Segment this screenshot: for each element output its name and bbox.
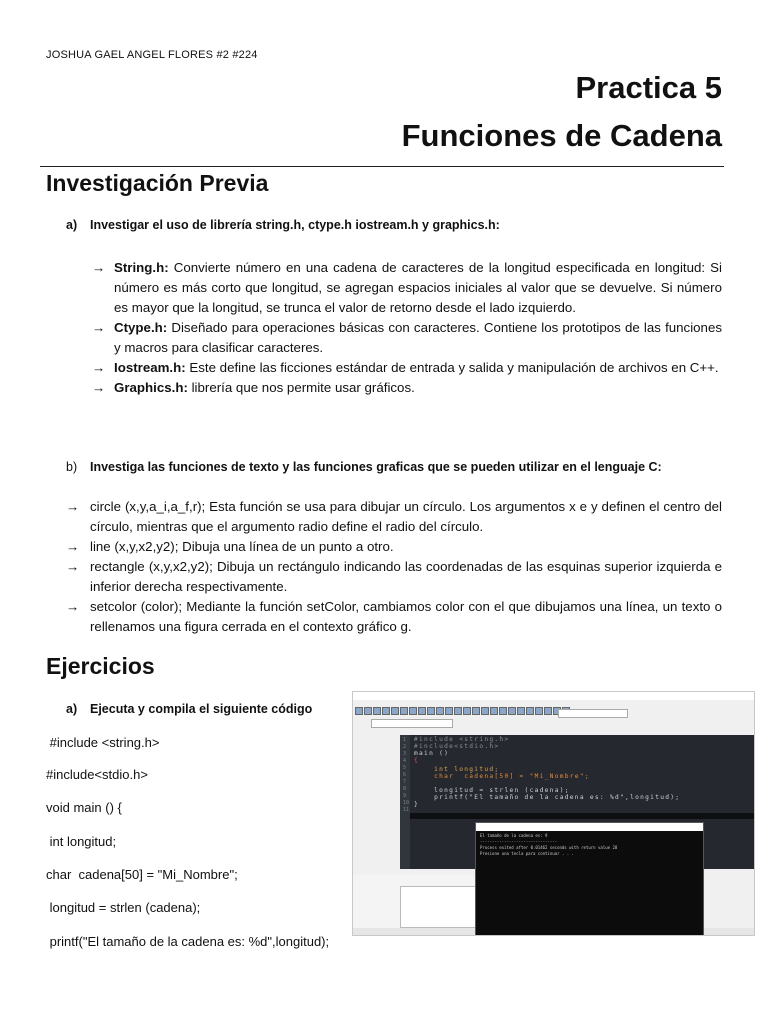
section-heading-investigacion: Investigación Previa	[46, 170, 269, 196]
editor-line: main ()	[414, 750, 450, 757]
code-line: #include <string.h>	[46, 735, 160, 750]
section-heading-ejercicios: Ejercicios	[46, 653, 155, 679]
line-number: 11	[403, 807, 410, 813]
code-line: void main () {	[46, 800, 122, 815]
list-item	[92, 378, 722, 398]
toolbar	[355, 707, 570, 717]
definition: Convierte número en una cadena de caracteres de la longitud especificada en longitud: Si número es más corto que longitud, se agregan espacios iniciales al valor que se devuelve. Si número es mayor que la longitud, se trunca el valor de retorno desde el lado izquierdo.	[114, 260, 722, 315]
question-a	[66, 218, 500, 232]
question-label: a)	[66, 702, 78, 716]
compile-log	[400, 886, 476, 928]
compiler-select	[558, 709, 628, 718]
arrow-icon: →	[92, 260, 106, 275]
code-line: printf("El tamaño de la cadena es: %d",longitud);	[46, 934, 330, 949]
window-titlebar	[353, 692, 754, 700]
ide-screenshot	[352, 691, 755, 936]
question-text: Investiga las funciones de texto y las funciones graficas que se pueden utilizar en el lenguaje C:	[90, 460, 662, 474]
line-number: 10	[403, 800, 410, 806]
term: Iostream.h:	[114, 360, 186, 375]
console-line: --------------------------------	[480, 839, 558, 844]
page-title-line1: Practica 5	[575, 70, 722, 105]
question-b	[66, 458, 722, 477]
list-item	[66, 597, 722, 637]
term: Ctype.h:	[114, 320, 168, 335]
line-number: 6	[403, 772, 407, 778]
console-output	[476, 831, 703, 859]
definition: Este define las ficciones estándar de entrada y salida y manipulación de archivos en C++.	[185, 360, 719, 375]
list-item	[66, 537, 722, 557]
list-item	[92, 318, 722, 358]
arrow-icon: →	[92, 380, 106, 395]
code-line: longitud = strlen (cadena);	[46, 900, 201, 915]
term: Graphics.h:	[114, 380, 188, 395]
term: String.h:	[114, 260, 169, 275]
arrow-icon: →	[66, 559, 80, 574]
line-number: 1	[403, 737, 407, 743]
current-line-highlight	[410, 813, 754, 819]
arrow-icon: →	[92, 360, 106, 375]
editor-line: {	[414, 757, 420, 764]
code-line: int longitud;	[46, 834, 117, 849]
console-line: El tamaño de la cadena es: 9	[480, 833, 548, 838]
question-text: Ejecuta y compila el siguiente código	[90, 702, 313, 716]
list-item	[66, 557, 722, 597]
editor-line: #include<stdio.h>	[414, 743, 500, 750]
line-number: 2	[403, 744, 407, 750]
line-number: 9	[403, 793, 407, 799]
editor-line: printf("El tamaño de la cadena es: %d",longitud);	[414, 794, 681, 801]
console-line: Process exited after 0.01462 seconds with return value 28	[480, 845, 618, 850]
arrow-icon: →	[66, 539, 80, 554]
arrow-icon: →	[66, 499, 80, 514]
title-divider	[40, 166, 724, 167]
definition: Diseñado para operaciones básicas con caracteres. Contiene los prototipos de las funciones y macros para clasificar caracteres.	[114, 320, 722, 355]
page-title-line2: Funciones de Cadena	[401, 118, 722, 153]
bullet-list-b	[66, 497, 722, 637]
list-item	[92, 258, 722, 318]
console-line: Presione una tecla para continuar . . .	[480, 851, 574, 856]
editor-line: char cadena[50] = "Mi_Nombre";	[414, 773, 590, 780]
line-number: 3	[403, 751, 407, 757]
exercise-a	[66, 702, 312, 716]
code-line: #include<stdio.h>	[46, 767, 148, 782]
editor-line: #include <string.h>	[414, 736, 510, 743]
menu-bar	[353, 700, 754, 706]
arrow-icon: →	[66, 599, 80, 614]
line-number: 4	[403, 758, 407, 764]
editor-line: int longitud;	[414, 766, 500, 773]
function-desc: setcolor (color); Mediante la función setColor, cambiamos color con el que dibujamos una línea, un texto o rellenamos una figura cerrada en el contexto gráfico g.	[90, 599, 722, 634]
console-window	[475, 822, 704, 936]
question-text: Investigar el uso de librería string.h, ctype.h iostream.h y graphics.h:	[90, 218, 500, 232]
editor-line: }	[414, 801, 420, 808]
function-desc: line (x,y,x2,y2); Dibuja una línea de un punto a otro.	[90, 539, 394, 554]
list-item	[66, 497, 722, 537]
question-label: b)	[66, 460, 78, 474]
question-label: a)	[66, 218, 78, 232]
code-line: char cadena[50] = "Mi_Nombre";	[46, 867, 238, 882]
definition: librería que nos permite usar gráficos.	[187, 380, 415, 395]
editor-line: longitud = strlen (cadena);	[414, 787, 570, 794]
function-desc: rectangle (x,y,x2,y2); Dibuja un rectángulo indicando las coordenadas de las esquinas superior izquierda e inferior derecha respectivamente.	[90, 559, 722, 594]
scope-select	[371, 719, 453, 728]
line-number: 5	[403, 765, 407, 771]
bullet-list-a	[92, 258, 722, 398]
list-item	[92, 358, 722, 378]
line-number: 7	[403, 779, 407, 785]
arrow-icon: →	[92, 320, 106, 335]
author-line: JOSHUA GAEL ANGEL FLORES #2 #224	[46, 49, 258, 61]
console-titlebar	[476, 823, 703, 831]
function-desc: circle (x,y,a_i,a_f,r); Esta función se usa para dibujar un círculo. Los argumentos x e y definen el centro del círculo, mientras que el argumento radio define el radio del círculo.	[90, 499, 722, 534]
line-number: 8	[403, 786, 407, 792]
